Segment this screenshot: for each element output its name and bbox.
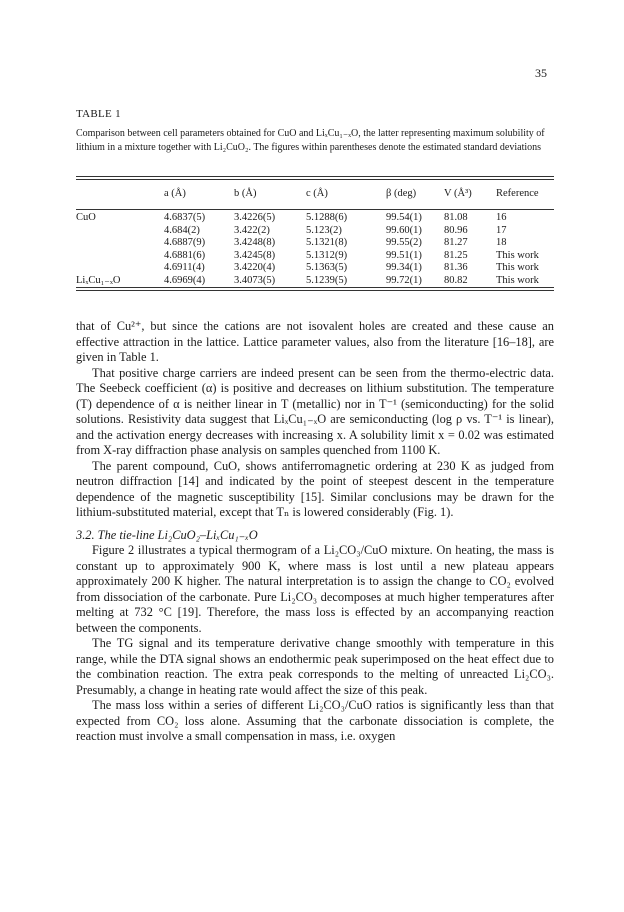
header-beta: β (deg) [386,187,417,199]
cell-volume: 80.82 [444,274,468,286]
cell-b: 3.4248(8) [234,237,276,249]
cell-beta: 99.72(1) [386,274,422,286]
table-header-row [76,186,554,212]
cell-reference: This work [496,249,539,261]
cell-beta: 99.54(1) [386,212,422,223]
header-b: b (Å) [234,187,257,199]
cell-b: 3.4220(4) [234,262,276,274]
page-number: 35 [535,66,547,80]
cell-compound: CuO [76,212,96,223]
cell-a: 4.6887(9) [164,237,206,249]
cell-a: 4.6837(5) [164,212,206,223]
cell-beta: 99.55(2) [386,237,422,249]
header-a: a (Å) [164,187,186,199]
cell-compound [76,237,164,250]
cell-a: 4.684(2) [164,224,200,236]
cell-compound [76,225,164,238]
cell-c: 5.1288(6) [306,212,348,223]
table-top-rule-double [76,179,554,180]
cell-volume: 81.27 [444,237,468,249]
cell-c: 5.1312(9) [306,249,348,261]
table-bottom-rule-double [76,290,554,291]
cell-volume: 81.08 [444,212,468,223]
cell-reference: This work [496,274,539,286]
paragraph: that of Cu²⁺, but since the cations are not isovalent holes are created and these cause an effective attraction in the lattice. Lattice parameter values, also from the literature [16–18], are given in Table 1. [76,319,554,364]
body-text [76,319,554,745]
header-reference: Reference [496,187,539,199]
cell-compound [76,250,164,263]
table-row [76,262,554,275]
table-top-rule [76,176,554,177]
cell-b: 3.422(2) [234,224,270,236]
cell-c: 5.1239(5) [306,274,348,286]
cell-c: 5.1363(5) [306,262,348,274]
cell-a: 4.6881(6) [164,249,206,261]
table-row [76,250,554,263]
section-heading: 3.2. The tie-line Li₂CuO₂–LiₓCu₁₋ₓO [76,527,258,542]
cell-beta: 99.51(1) [386,249,422,261]
paragraph: The TG signal and its temperature derivative change smoothly with temperature in this range, while the DTA signal shows an endothermic peak superimposed on the heat effect due to the combination reaction. The extra peak corresponds to the melting of unreacted Li₂CO₃. Presumably, a change in heating rate would affect the size of this peak. [76,636,554,697]
paragraph: The parent compound, CuO, shows antiferromagnetic ordering at 230 K as judged from neutron diffraction [14] and indicated by the point of steepest descent in the temperature dependence of the magnetic susceptibility [15]. Similar conclusions may be drawn for the lithium-substituted material, except that Tₙ is lowered considerably (Fig. 1). [76,458,554,519]
table-caption: Comparison between cell parameters obtained for CuO and LiₓCu₁₋ₓO, the latter representing maximum solubility of lithium in a mixture together with Li₂CuO₂. The figures within parentheses denote the estimated standard deviations [76,128,545,153]
table-row [76,225,554,238]
cell-reference: 16 [496,212,507,223]
table-row [76,212,554,225]
cell-reference: This work [496,262,539,274]
header-volume: V (Å³) [444,187,472,199]
cell-compound [76,262,164,275]
cell-beta: 99.60(1) [386,224,422,236]
cell-compound: LiₓCu₁₋ₓO [76,274,121,286]
header-compound [76,186,164,212]
cell-c: 5.1321(8) [306,237,348,249]
cell-reference: 18 [496,237,507,249]
cell-beta: 99.34(1) [386,262,422,274]
cell-c: 5.123(2) [306,224,342,236]
cell-b: 3.4226(5) [234,212,276,223]
paragraph: Figure 2 illustrates a typical thermogram of a Li₂CO₃/CuO mixture. On heating, the mass is constant up to approximately 900 K, where mass is lost until a new plateau appears approximately 200 K higher. The natural interpretation is to assign the change to CO₂ evolved from dissociation of the carbonate. Pure Li₂CO₃ decomposes at much higher temperatures after melting at 732 °C [19]. Therefore, the mass loss is effected by an accompanying reaction between the components. [76,543,554,635]
cell-a: 4.6911(4) [164,262,205,274]
table-row [76,237,554,250]
header-c: c (Å) [306,187,328,199]
cell-volume: 80.96 [444,224,468,236]
cell-b: 3.4073(5) [234,274,276,286]
paragraph: That positive charge carriers are indeed present can be seen from the thermo-electric data. The Seebeck coefficient (α) is positive and decreases on lithium substitution. The temperature (T) dependence of α is neither linear in T (metallic) nor in T⁻¹ (semiconducting) for the solid solutions. Resistivity data suggest that LiₓCu₁₋ₓO are semiconducting (log ρ vs. T⁻¹ is linear), and the activation energy decreases with increasing x. A solubility limit x = 0.02 was estimated from X-ray diffraction phase analysis on samples quenched from 1100 K. [76,365,554,457]
cell-volume: 81.25 [444,249,468,261]
table-row [76,275,554,288]
cell-b: 3.4245(8) [234,249,276,261]
table-label: TABLE 1 [76,108,121,120]
cell-parameter-table [76,186,554,288]
paragraph: The mass loss within a series of different Li₂CO₃/CuO ratios is significantly less than that expected from CO₂ loss alone. Assuming that the carbonate dissociation is complete, the reaction must involve a small compensation in mass, i.e. oxygen [76,698,554,743]
cell-reference: 17 [496,224,507,236]
cell-a: 4.6969(4) [164,274,206,286]
cell-volume: 81.36 [444,262,468,274]
